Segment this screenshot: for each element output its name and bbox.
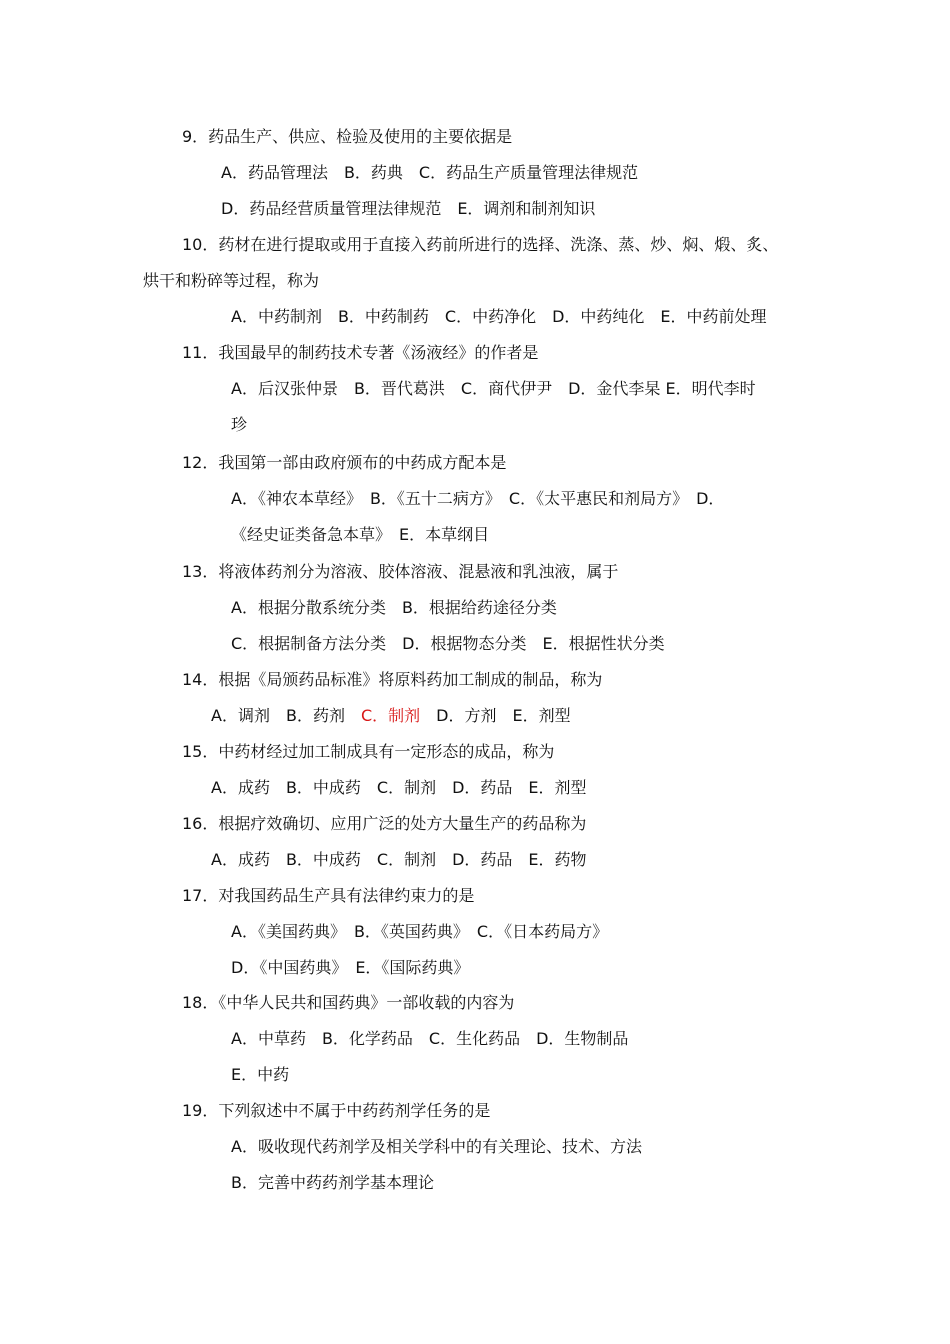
question-16-options-1: A．成药 B．中成药 C．制剂 D．药品 E．药物 xyxy=(211,850,587,869)
question-17-stem: 17．对我国药品生产具有法律约束力的是 xyxy=(182,886,475,905)
question-10-options-1: A．中药制剂 B．中药制药 C．中药净化 D．中药纯化 E．中药前处理 xyxy=(231,307,767,326)
question-14-stem: 14．根据《局颁药品标准》将原料药加工制成的制品，称为 xyxy=(182,670,603,689)
question-16-stem: 16．根据疗效确切、应用广泛的处方大量生产的药品称为 xyxy=(182,814,587,833)
question-10-stem-2: 烘干和粉碎等过程，称为 xyxy=(143,271,320,290)
option-d: D．方剂 xyxy=(436,706,497,725)
question-19-options-1: A．吸收现代药剂学及相关学科中的有关理论、技术、方法 xyxy=(231,1137,642,1156)
option-c-highlighted: C．制剂 xyxy=(360,706,421,725)
question-15-options-1: A．成药 B．中成药 C．制剂 D．药品 E．剂型 xyxy=(211,778,587,797)
question-19-options-2: B．完善中药药剂学基本理论 xyxy=(231,1173,434,1192)
question-18-stem: 18．《中华人民共和国药典》一部收载的内容为 xyxy=(182,993,515,1012)
question-9-options-2: D．药品经营质量管理法律规范 E．调剂和制剂知识 xyxy=(221,199,596,218)
question-19-stem: 19．下列叙述中不属于中药药剂学任务的是 xyxy=(182,1101,491,1120)
question-13-stem: 13．将液体药剂分为溶液、胶体溶液、混悬液和乳浊液，属于 xyxy=(182,562,619,581)
question-17-options-2: D．《中国药典》 E．《国际药典》 xyxy=(231,958,470,977)
question-18-options-2: E．中药 xyxy=(231,1065,290,1084)
question-14-options xyxy=(211,705,571,727)
question-11-stem: 11．我国最早的制药技术专著《汤液经》的作者是 xyxy=(182,343,539,362)
question-12-stem: 12．我国第一部由政府颁布的中药成方配本是 xyxy=(182,453,507,472)
question-11-options-1: A．后汉张仲景 B．晋代葛洪 C．商代伊尹 D．金代李杲 E．明代李时 xyxy=(231,379,756,398)
question-12-options-1: A．《神农本草经》 B．《五十二病方》 C．《太平惠民和剂局方》 D． xyxy=(231,489,725,508)
question-17-options-1: A．《美国药典》 B．《英国药典》 C．《日本药局方》 xyxy=(231,922,609,941)
option-a: A．调剂 xyxy=(211,706,270,725)
question-12-options-2: 《经史证类备急本草》 E．本草纲目 xyxy=(231,525,490,544)
question-9-stem: 9．药品生产、供应、检验及使用的主要依据是 xyxy=(182,127,513,146)
question-13-options-1: A．根据分散系统分类 B．根据给药途径分类 xyxy=(231,598,557,617)
question-10-stem-1: 10．药材在进行提取或用于直接入药前所进行的选择、洗涤、蒸、炒、焖、煅、炙、 xyxy=(182,235,779,254)
question-9-options-1: A．药品管理法 B．药典 C．药品生产质量管理法律规范 xyxy=(221,163,639,182)
option-b: B．药剂 xyxy=(285,706,345,725)
question-15-stem: 15．中药材经过加工制成具有一定形态的成品，称为 xyxy=(182,742,555,761)
question-13-options-2: C．根据制备方法分类 D．根据物态分类 E．根据性状分类 xyxy=(231,634,665,653)
question-11-options-2: 珍 xyxy=(231,415,248,434)
option-e: E．剂型 xyxy=(512,706,571,725)
question-18-options-1: A．中草药 B．化学药品 C．生化药品 D．生物制品 xyxy=(231,1029,629,1048)
